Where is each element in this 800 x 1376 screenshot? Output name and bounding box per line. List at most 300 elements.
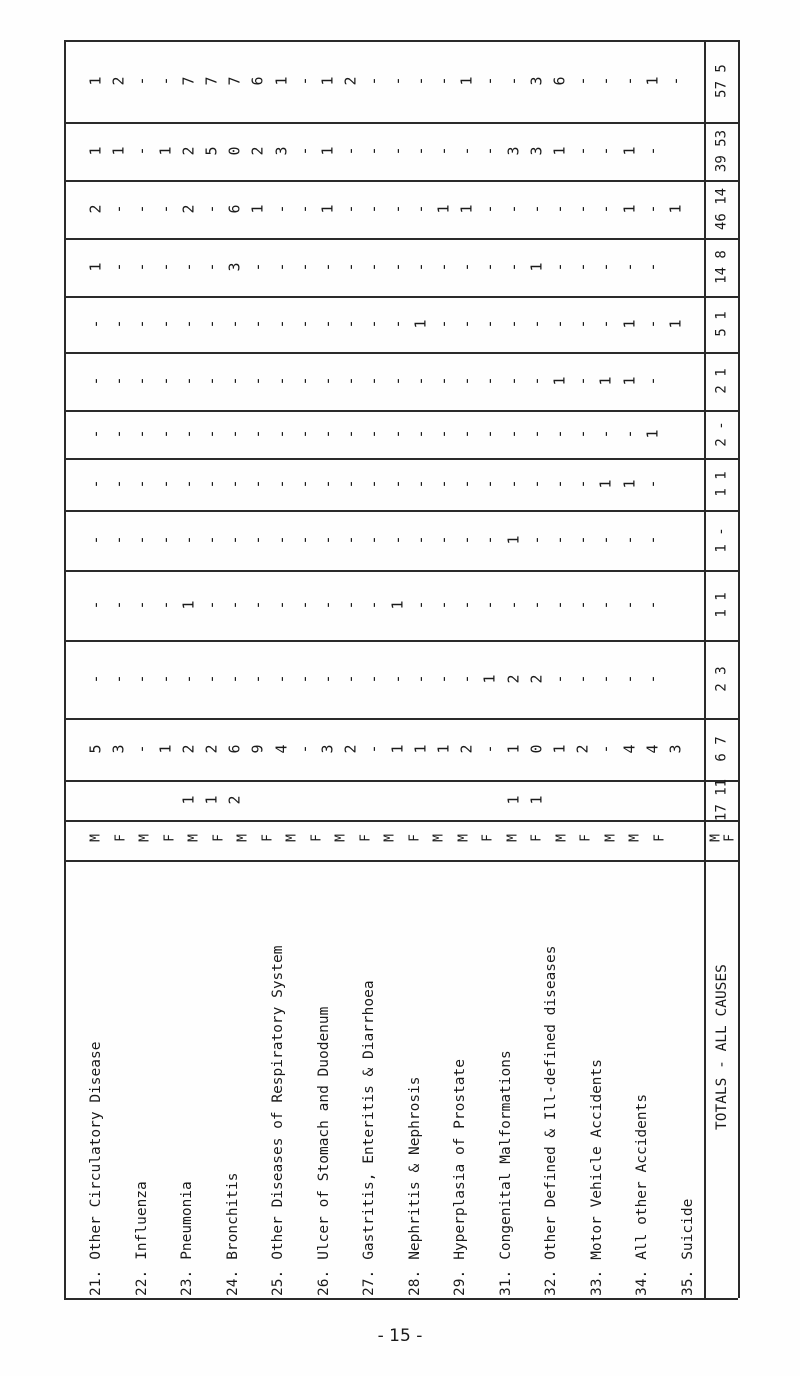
table-cell: -: [480, 204, 499, 214]
table-cell: 1: [666, 319, 685, 329]
cause-label: [543, 856, 559, 1296]
table-cell: -: [86, 376, 105, 386]
table-cell: 1: [434, 204, 453, 214]
table-cell: -: [457, 479, 476, 489]
table-cell: -: [248, 600, 267, 610]
cause-text: Ulcer of Stomach and Duodenum: [315, 1006, 332, 1260]
table-cell: -: [596, 600, 615, 610]
row-rule: [64, 640, 738, 642]
row-rule: [64, 40, 738, 42]
table-cell: -: [504, 204, 523, 214]
table-cell: 1: [457, 76, 476, 86]
table-cell: 1: [620, 376, 639, 386]
table-cell: -: [179, 535, 198, 545]
table-cell: -: [86, 319, 105, 329]
totals-sex-label: M: [708, 834, 724, 842]
table-cell: -: [225, 429, 244, 439]
table-cell: 7: [179, 76, 198, 86]
table-cell: 3: [527, 146, 546, 156]
table-cell: -: [550, 600, 569, 610]
table-cell: -: [225, 319, 244, 329]
table-cell: -: [132, 535, 151, 545]
table-cell: -: [527, 376, 546, 386]
table-cell: -: [388, 76, 407, 86]
table-cell: -: [527, 204, 546, 214]
table-cell: -: [620, 600, 639, 610]
table-cell: -: [341, 429, 360, 439]
row-rule: [64, 458, 738, 460]
table-cell: -: [596, 76, 615, 86]
table-cell: -: [341, 376, 360, 386]
col-rule: [738, 40, 740, 1298]
table-cell: -: [364, 744, 383, 754]
table-cell: -: [341, 204, 360, 214]
table-cell: -: [86, 674, 105, 684]
table-cell: -: [364, 204, 383, 214]
table-cell: 6: [225, 204, 244, 214]
table-cell: -: [573, 600, 592, 610]
table-cell: -: [573, 479, 592, 489]
table-cell: 1: [643, 429, 662, 439]
cause-label: [179, 856, 195, 1296]
table-cell: 2: [202, 744, 221, 754]
table-cell: 1: [411, 319, 430, 329]
table-cell: -: [156, 262, 175, 272]
table-cell: -: [504, 376, 523, 386]
table-cell: -: [295, 535, 314, 545]
table-cell: -: [480, 479, 499, 489]
table-cell: 2: [179, 204, 198, 214]
table-cell: -: [132, 204, 151, 214]
table-cell: -: [318, 262, 337, 272]
table-cell: -: [434, 600, 453, 610]
cause-text: Influenza: [133, 1181, 150, 1260]
cause-number: 21.: [88, 1269, 104, 1296]
table-cell: -: [596, 429, 615, 439]
table-cell: -: [504, 479, 523, 489]
table-cell: -: [411, 429, 430, 439]
cause-number: 33.: [588, 1269, 605, 1296]
table-cell: 2: [179, 146, 198, 156]
table-cell: -: [388, 479, 407, 489]
cause-number: 35.: [679, 1269, 696, 1296]
table-cell: -: [457, 429, 476, 439]
table-cell: -: [550, 429, 569, 439]
table-cell: -: [596, 744, 615, 754]
row-total: 14 8: [713, 250, 730, 284]
table-cell: -: [225, 674, 244, 684]
table-cell: -: [109, 376, 128, 386]
table-cell: -: [156, 600, 175, 610]
table-cell: -: [434, 674, 453, 684]
table-cell: -: [550, 204, 569, 214]
table-cell: -: [434, 76, 453, 86]
table-cell: -: [596, 319, 615, 329]
table-cell: -: [179, 376, 198, 386]
table-cell: -: [341, 479, 360, 489]
table-cell: -: [295, 204, 314, 214]
table-cell: -: [272, 376, 291, 386]
cause-label: [634, 856, 650, 1296]
table-cell: -: [202, 429, 221, 439]
table-cell: -: [527, 535, 546, 545]
table-cell: 3: [318, 744, 337, 754]
table-cell: -: [295, 262, 314, 272]
table-cell: -: [295, 376, 314, 386]
row-total: 17 11: [713, 778, 730, 822]
table-cell: -: [109, 262, 128, 272]
sex-label: F: [113, 834, 128, 842]
table-cell: 1: [504, 535, 523, 545]
table-cell: -: [318, 319, 337, 329]
table-cell: -: [202, 319, 221, 329]
table-cell: -: [411, 535, 430, 545]
table-cell: -: [411, 204, 430, 214]
sex-label: F: [309, 834, 324, 842]
table-cell: -: [295, 319, 314, 329]
sex-label: F: [162, 834, 177, 842]
table-cell: -: [411, 376, 430, 386]
row-rule: [64, 410, 738, 412]
sex-label: M: [284, 834, 300, 842]
row-total: 46 14: [713, 187, 730, 231]
table-cell: -: [225, 535, 244, 545]
table-cell: -: [272, 262, 291, 272]
table-cell: -: [225, 600, 244, 610]
table-cell: -: [596, 262, 615, 272]
table-cell: -: [248, 429, 267, 439]
table-cell: 3: [225, 262, 244, 272]
sex-label: M: [186, 834, 202, 842]
cause-text: All other Accidents: [634, 1093, 650, 1260]
table-cell: -: [457, 319, 476, 329]
table-cell: -: [643, 479, 662, 489]
table-cell: 9: [248, 744, 267, 754]
table-cell: 1: [550, 376, 569, 386]
sex-label: F: [260, 834, 275, 842]
table-cell: 1: [596, 479, 615, 489]
table-cell: -: [364, 76, 383, 86]
table-cell: 1: [504, 744, 523, 754]
table-cell: 1: [457, 204, 476, 214]
table-cell: -: [202, 376, 221, 386]
table-cell: -: [411, 479, 430, 489]
table-cell: -: [480, 600, 499, 610]
table-cell: -: [388, 429, 407, 439]
table-cell: -: [434, 319, 453, 329]
sex-label: F: [407, 834, 422, 842]
table-cell: -: [295, 146, 314, 156]
sex-label: F: [358, 834, 373, 842]
table-cell: -: [272, 479, 291, 489]
row-rule: [64, 718, 738, 720]
row-total: 2 3: [713, 666, 730, 692]
table-cell: -: [434, 376, 453, 386]
table-cell: -: [596, 146, 615, 156]
table-cell: -: [202, 674, 221, 684]
table-cell: -: [364, 674, 383, 684]
table-cell: -: [132, 674, 151, 684]
table-cell: -: [480, 76, 499, 86]
table-cell: -: [341, 146, 360, 156]
sex-label: M: [235, 834, 251, 842]
cause-label: [134, 856, 150, 1296]
table-cell: -: [620, 535, 639, 545]
table-cell: 1: [86, 76, 105, 86]
table-cell: -: [341, 319, 360, 329]
cause-number: 34.: [634, 1269, 650, 1296]
cause-label: [316, 856, 332, 1296]
table-cell: -: [295, 600, 314, 610]
table-cell: 2: [573, 744, 592, 754]
cause-text: Other Circulatory Disease: [88, 1041, 104, 1260]
row-rule: [64, 820, 738, 822]
table-cell: -: [202, 204, 221, 214]
table-cell: -: [272, 319, 291, 329]
table-cell: 5: [86, 744, 105, 754]
table-cell: -: [457, 535, 476, 545]
table-cell: -: [573, 76, 592, 86]
table-cell: -: [643, 674, 662, 684]
table-cell: -: [480, 146, 499, 156]
table-cell: -: [179, 262, 198, 272]
table-cell: -: [527, 600, 546, 610]
col-rule: [704, 40, 706, 1298]
table-cell: -: [341, 262, 360, 272]
table-cell: 1: [620, 204, 639, 214]
table-cell: -: [364, 262, 383, 272]
sex-label: M: [88, 834, 104, 842]
table-cell: 1: [109, 146, 128, 156]
cause-text: Pneumonia: [179, 1181, 195, 1260]
sex-label: M: [505, 834, 520, 842]
table-cell: -: [272, 429, 291, 439]
row-rule: [64, 510, 738, 512]
table-cell: 1: [596, 376, 615, 386]
table-cell: -: [156, 319, 175, 329]
table-cell: -: [434, 146, 453, 156]
table-cell: -: [202, 600, 221, 610]
table-cell: 6: [225, 744, 244, 754]
row-rule: [64, 122, 738, 124]
table-cell: 6: [550, 76, 569, 86]
table-cell: -: [620, 262, 639, 272]
table-cell: 4: [620, 744, 639, 754]
cause-text: Nephritis & Nephrosis: [406, 1076, 423, 1260]
cause-label: [407, 856, 423, 1296]
row-total: 2 -: [713, 421, 730, 447]
cause-label: [452, 856, 468, 1296]
cause-label: [498, 856, 514, 1296]
table-cell: -: [248, 262, 267, 272]
table-cell: -: [411, 146, 430, 156]
row-total: 2 1: [713, 368, 730, 394]
table-cell: -: [248, 376, 267, 386]
table-cell: -: [318, 674, 337, 684]
table-cell: -: [318, 376, 337, 386]
table-cell: -: [364, 600, 383, 610]
table-cell: 1: [550, 146, 569, 156]
table-cell: -: [573, 204, 592, 214]
table-cell: -: [295, 674, 314, 684]
row-total: 5 1: [713, 311, 730, 337]
table-cell: -: [179, 479, 198, 489]
table-cell: -: [132, 744, 151, 754]
table-cell: 2: [527, 674, 546, 684]
cause-label: [88, 856, 104, 1296]
cause-number: 26.: [315, 1269, 332, 1296]
cause-number: 22.: [133, 1269, 150, 1296]
row-rule: [64, 352, 738, 354]
cause-label: [361, 856, 377, 1296]
cause-text: Other Defined & Ill-defined diseases: [543, 945, 559, 1260]
table-cell: 1: [527, 795, 546, 805]
table-cell: -: [132, 262, 151, 272]
table-cell: -: [248, 674, 267, 684]
table-cell: -: [411, 600, 430, 610]
table-cell: -: [550, 479, 569, 489]
sex-label: M: [333, 834, 349, 842]
table-cell: -: [596, 674, 615, 684]
table-cell: 1: [318, 204, 337, 214]
table-cell: 4: [643, 744, 662, 754]
row-rule: [64, 780, 738, 782]
table-cell: -: [388, 146, 407, 156]
totals-label: TOTALS - ALL CAUSES: [714, 964, 730, 1130]
table-cell: -: [643, 146, 662, 156]
table-cell: -: [411, 674, 430, 684]
table-cell: -: [434, 479, 453, 489]
table-cell: -: [86, 535, 105, 545]
table-cell: 2: [86, 204, 105, 214]
table-cell: -: [179, 674, 198, 684]
table-cell: -: [550, 262, 569, 272]
table-cell: -: [272, 674, 291, 684]
cause-text: Bronchitis: [224, 1172, 241, 1260]
table-cell: -: [109, 429, 128, 439]
table-cell: 2: [248, 146, 267, 156]
table-cell: 1: [156, 744, 175, 754]
row-total: 1 1: [713, 592, 730, 618]
table-cell: -: [132, 479, 151, 489]
table-cell: 1: [318, 146, 337, 156]
table-cell: -: [527, 479, 546, 489]
table-cell: -: [156, 674, 175, 684]
table-cell: -: [573, 535, 592, 545]
table-cell: 0: [527, 744, 546, 754]
cause-label: [589, 856, 605, 1296]
sex-label: M: [431, 834, 447, 842]
table-cell: 1: [643, 76, 662, 86]
cause-number: 28.: [406, 1269, 423, 1296]
table-cell: -: [364, 376, 383, 386]
table-cell: 1: [248, 204, 267, 214]
table-cell: -: [596, 204, 615, 214]
cause-text: Suicide: [679, 1198, 696, 1260]
table-cell: -: [480, 744, 499, 754]
table-cell: -: [132, 319, 151, 329]
table-cell: -: [295, 76, 314, 86]
row-total: 57 5: [713, 64, 730, 98]
table-cell: -: [109, 479, 128, 489]
table-cell: -: [643, 262, 662, 272]
table-cell: -: [457, 262, 476, 272]
table-cell: -: [457, 600, 476, 610]
sex-label: F: [578, 834, 594, 842]
table-cell: 2: [504, 674, 523, 684]
table-cell: 1: [86, 262, 105, 272]
table-cell: -: [573, 319, 592, 329]
row-rule: [64, 238, 738, 240]
table-cell: 7: [202, 76, 221, 86]
sex-label: M: [382, 834, 398, 842]
table-cell: -: [272, 204, 291, 214]
table-cell: 1: [411, 744, 430, 754]
table-cell: -: [480, 262, 499, 272]
table-cell: -: [596, 535, 615, 545]
table-cell: -: [550, 535, 569, 545]
table-cell: -: [318, 600, 337, 610]
table-cell: 4: [272, 744, 291, 754]
table-cell: 3: [527, 76, 546, 86]
table-cell: 1: [620, 146, 639, 156]
table-cell: -: [620, 674, 639, 684]
table-cell: -: [480, 376, 499, 386]
cause-text: Hyperplasia of Prostate: [452, 1059, 468, 1260]
cause-number: 24.: [224, 1269, 241, 1296]
table-cell: 1: [434, 744, 453, 754]
table-cell: -: [504, 429, 523, 439]
table-cell: 5: [202, 146, 221, 156]
table-cell: -: [156, 376, 175, 386]
table-cell: 1: [666, 204, 685, 214]
table-cell: -: [434, 262, 453, 272]
table-cell: -: [388, 319, 407, 329]
cause-text: Congenital Malformations: [497, 1050, 514, 1260]
table-cell: 0: [225, 146, 244, 156]
cause-label: [270, 856, 286, 1296]
table-cell: -: [86, 429, 105, 439]
table-cell: 1: [202, 795, 221, 805]
table-cell: -: [620, 429, 639, 439]
table-cell: -: [504, 600, 523, 610]
table-cell: 1: [272, 76, 291, 86]
cause-number: 27.: [361, 1269, 377, 1296]
table-cell: -: [573, 674, 592, 684]
table-cell: -: [550, 319, 569, 329]
table-cell: 1: [179, 795, 198, 805]
table-cell: -: [527, 319, 546, 329]
sex-label: F: [529, 834, 545, 842]
table-cell: -: [225, 479, 244, 489]
col-rule: [64, 40, 66, 1298]
row-rule: [64, 570, 738, 572]
cause-label: [680, 856, 696, 1296]
table-cell: 1: [504, 795, 523, 805]
row-rule: [64, 1298, 738, 1300]
table-cell: -: [388, 376, 407, 386]
table-cell: -: [202, 262, 221, 272]
table-cell: -: [480, 319, 499, 329]
table-cell: 1: [550, 744, 569, 754]
table-cell: -: [109, 535, 128, 545]
table-cell: 1: [179, 600, 198, 610]
row-total: 39 53: [713, 129, 730, 173]
table-cell: -: [248, 319, 267, 329]
table-cell: -: [156, 535, 175, 545]
table-cell: -: [504, 319, 523, 329]
table-cell: -: [643, 535, 662, 545]
